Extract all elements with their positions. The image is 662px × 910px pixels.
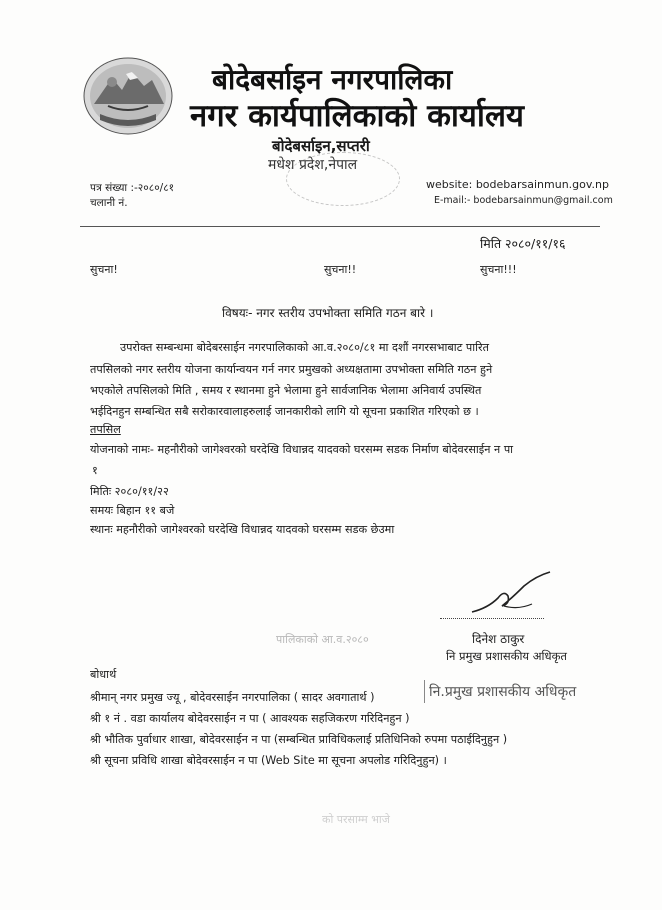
event-place-line: स्थानः महनौरीको जागेश्वरको घरदेखि विधान्नद यादवको घरसम्म सडक छेउमा (90, 523, 395, 536)
notice-label-1: सुचना! (90, 263, 118, 276)
organization-name: बोदेबर्साइन नगरपालिका (212, 63, 453, 96)
distribution-heading: बोधार्थ (90, 668, 117, 681)
body-line-4: भईदिनहुन सम्बन्धित सबै सरोकारवालाहरुलाई जानकारीको लागि यो सूचना प्रकाशित गरिएको छ । (90, 405, 479, 418)
distribution-item-2: श्री १ नं . वडा कार्यालय बोदेवरसाईन न पा ( आवश्यक सहजिकरण गरिदिनहुन ) (90, 712, 410, 725)
faint-stamp-text: पालिकाको आ.व.२०८० (276, 633, 369, 646)
project-name-continued: १ (92, 464, 98, 477)
details-heading: तपसिल (90, 423, 121, 436)
subject-line: विषयः- नगर स्तरीय उपभोक्ता समिति गठन बारे । (222, 306, 434, 320)
body-line-3: भएकोले तपसिलको मिति , समय र स्थानमा हुने भेलामा हुने सार्वजानिक भेलामा अनिवार्य उपस्थित (90, 384, 482, 397)
distribution-item-1: श्रीमान् नगर प्रमुख ज्यू , बोदेवरसाईन नगरपालिका ( सादर अवगातार्थ ) (90, 691, 375, 704)
signatory-designation: नि प्रमुख प्रशासकीय अधिकृत (446, 649, 567, 663)
email-text: E-mail:- bodebarsainmun@gmail.com (434, 195, 613, 206)
signatory-name: दिनेश ठाकुर (472, 632, 525, 646)
signature-mark (468, 568, 558, 622)
body-line-2: तपसिलको नगर स्तरीय योजना कार्यान्वयन गर्न नगर प्रमुखको अध्यक्षतामा उपभोक्ता समिति गठन हुने (90, 363, 493, 376)
reference-number: पत्र संख्या :-२०८०/८१ (90, 182, 175, 194)
distribution-item-4: श्री सूचना प्रविधि शाखा बोदेवरसाईन न पा (Web Site मा सूचना अपलोड गरिदिनुहुन) । (90, 754, 447, 767)
province-name: मधेश प्रदेश,नेपाल (268, 157, 358, 173)
distribution-item-3: श्री भौतिक पुर्वाधार शाखा, बोदेवरसाईन न पा (सम्बन्धित प्राविधिकलाई प्रतिधिनिको रुपमा पठाईदिनुहुन ) (90, 733, 508, 746)
project-name-line: योजनाको नामः- महनौरीको जागेश्वरको घरदेखि विधान्नद यादवको घरसम्म सडक निर्माण बोदेवरसाईन न पा (90, 443, 514, 456)
letter-date: मिति २०८०/११/१६ (480, 236, 566, 251)
office-name: नगर कार्यपालिकाको कार्यालय (190, 98, 524, 134)
website-text: website: bodebarsainmun.gov.np (426, 178, 609, 191)
emblem-logo (82, 56, 174, 136)
notice-label-2: सुचना!! (324, 263, 357, 276)
header-divider (80, 226, 600, 227)
office-location: बोदेबर्साइन,सप्तरी (272, 137, 370, 155)
faint-footer-text: को परसाम्म भाजे (322, 813, 390, 826)
notice-label-3: सुचना!!! (480, 263, 517, 276)
event-date-line: मितिः २०८०/११/२२ (90, 485, 169, 498)
event-time-line: समयः बिहान ११ बजे (90, 504, 175, 517)
signature-line (440, 618, 544, 619)
body-line-1: उपरोक्त सम्बन्धमा बोदेबरसाईन नगरपालिकाको आ.व.२०८०/८१ मा दशौं नगरसभाबाट पारित (120, 341, 489, 354)
designation-stamp: नि.प्रमुख प्रशासकीय अधिकृत (424, 680, 580, 703)
dispatch-number: चलानी नं. (90, 197, 128, 209)
